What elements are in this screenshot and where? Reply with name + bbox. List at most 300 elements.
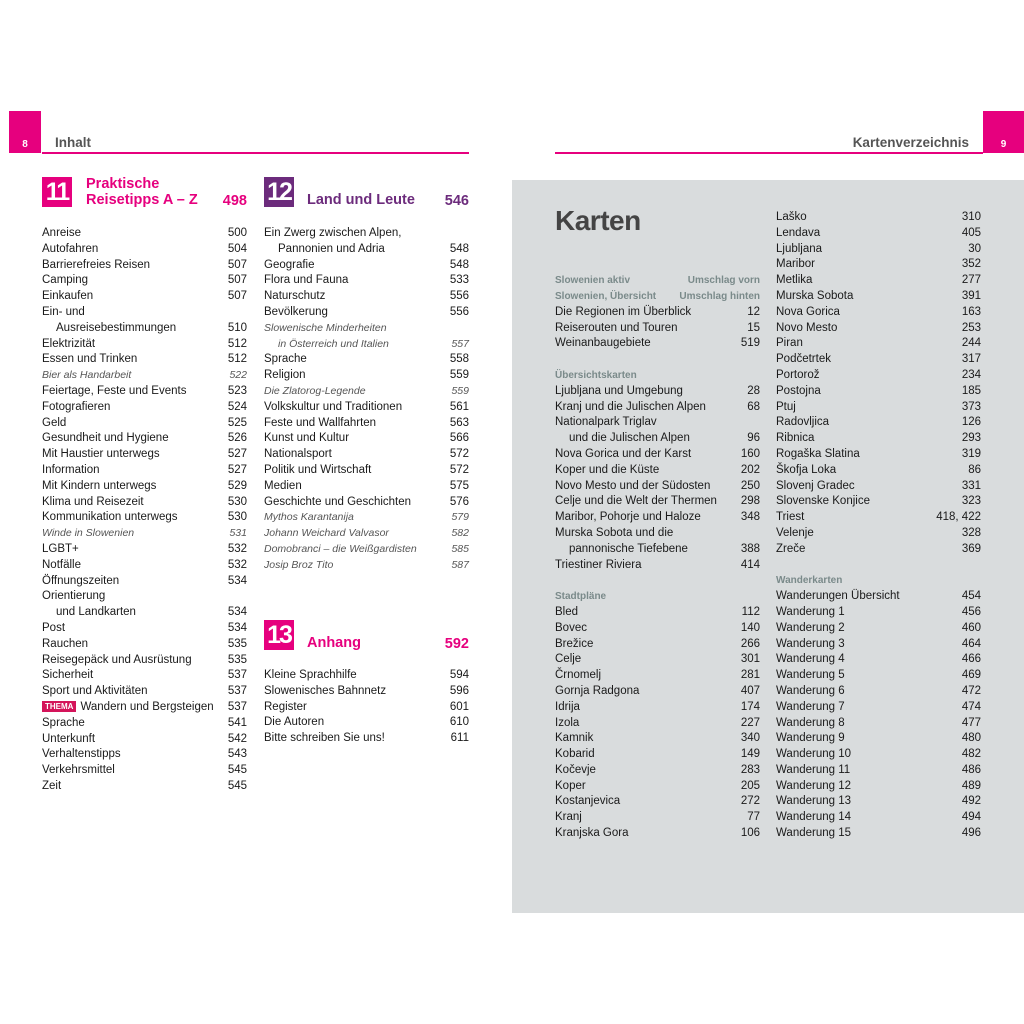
toc-entry [264,416,469,432]
entry-title: Geld [42,416,67,429]
toc-entry [42,289,247,305]
entry-page: 174 [740,700,760,713]
entry-title: Bitte schreiben Sie uns! [264,732,385,745]
toc-entry [264,558,469,574]
toc-entry [42,400,247,416]
entry-page: 587 [451,558,469,571]
section-heading [555,589,760,605]
entry-title: Klima und Reisezeit [42,495,144,508]
entry-page: 253 [961,321,981,334]
toc-entry [555,463,760,479]
entry-title: Ein Zwerg zwischen Alpen, [264,227,402,239]
toc-entry [776,226,981,242]
toc-entry [42,416,247,432]
entry-title: Kočevje [555,763,596,776]
entry-title: Radovljica [776,416,830,429]
entry-title: Ausreisebestimmungen [56,321,177,334]
toc-entry [776,305,981,321]
entry-title: Postojna [776,384,821,397]
entry-page: 566 [449,432,469,445]
entry-title: Ribnica [776,432,815,445]
toc-entry [555,494,760,510]
entry-page: 558 [449,353,469,366]
toc-entry [42,352,247,368]
entry-title: Izola [555,716,580,729]
spacer [555,573,760,589]
entry-title: pannonische Tiefebene [569,542,688,555]
entry-title: Feste und Wallfahrten [264,416,377,429]
entry-title: Triest [776,511,805,524]
chapter-number-13: 13 [264,620,294,650]
entry-page: 407 [740,684,760,697]
entry-page: 594 [449,669,469,681]
toc-entry [776,368,981,384]
toc-entry [555,479,760,495]
entry-page: 556 [449,305,469,318]
toc-entry [776,352,981,368]
entry-page: 160 [740,447,760,460]
entry-page: 460 [961,621,981,634]
toc-entry [555,431,760,447]
entry-title: Zeit [42,779,62,792]
entry-title: Die Zlatorog-Legende [264,384,366,397]
section-heading [776,573,981,589]
toc-entry [776,289,981,305]
toc-entry [776,637,981,653]
toc-entry [776,526,981,542]
entry-page: 486 [961,763,981,776]
header-rule-left [42,152,469,154]
entry-page: 527 [227,463,247,476]
toc-entry [776,415,981,431]
entry-title [42,700,214,716]
entry-page: 112 [741,605,760,618]
toc-entry [776,652,981,668]
entry-title: Geografie [264,258,315,271]
entry-title: Volkskultur und Traditionen [264,400,403,413]
entry-page: 373 [961,400,981,413]
toc-entry [42,337,247,353]
running-head-right: Kartenverzeichnis [852,135,969,150]
entry-title: Gesundheit und Hygiene [42,432,169,445]
entry-title: Die Autoren [264,716,325,729]
toc-entry [555,384,760,400]
entry-page: 523 [227,384,247,397]
entry-title: Nationalsport [264,448,332,461]
toc-entry [42,463,247,479]
entry-title: Ein- und [42,305,85,318]
entry-page: 530 [227,511,247,524]
entry-title: Koper [555,779,586,792]
toc-entry [555,605,760,621]
entry-page: 348 [740,511,760,524]
entry-title: Laško [776,211,807,223]
toc-entry [555,826,760,842]
toc-entry [555,763,760,779]
entry-page: 319 [961,447,981,460]
entry-page: 527 [227,448,247,461]
entry-title: Ljubljana [776,242,823,255]
entry-title: Slowenisches Bahnnetz [264,684,387,697]
toc-entry [264,526,469,542]
entry-title: Wanderung 12 [776,779,852,792]
thema-badge: THEMA [42,701,76,712]
entry-page: 301 [740,653,760,666]
entry-page: 530 [227,495,247,508]
entry-title: Religion [264,369,306,382]
toc-entry [555,400,760,416]
entry-page: 548 [449,258,469,271]
spacer [776,558,981,574]
toc-entry [42,479,247,495]
entry-title: Kleine Sprachhilfe [264,669,357,681]
entry-title: Mythos Karantanija [264,511,354,524]
entry-title-text: Wandern und Bergsteigen [80,700,214,713]
entry-title: Wanderung 9 [776,732,845,745]
entry-title: Wanderungen Übersicht [776,590,900,603]
entry-title: Stadtpläne [555,591,607,603]
entry-page: 388 [740,542,760,555]
entry-page: 557 [451,337,469,350]
toc-list-chapter-12 [264,226,469,574]
toc-entry [776,589,981,605]
entry-page: 293 [961,432,981,445]
entry-page: Umschlag vorn [687,275,760,287]
entry-page: 531 [229,527,247,540]
entry-page: 561 [449,400,469,413]
toc-entry [264,352,469,368]
entry-page: 556 [449,290,469,303]
entry-page: 328 [961,526,981,539]
entry-title: Wanderung 2 [776,621,845,634]
toc-entry [264,700,469,716]
toc-entry [42,321,247,337]
toc-entry [264,400,469,416]
entry-page: 542 [227,732,247,745]
entry-title: Wanderung 6 [776,684,845,697]
toc-entry [42,258,247,274]
entry-page: 507 [227,258,247,271]
toc-entry [42,589,247,605]
toc-entry [776,510,981,526]
toc-entry [42,495,247,511]
entry-title: Novo Mesto [776,321,838,334]
entry-page: 469 [961,669,981,682]
entry-page: 522 [229,369,247,382]
entry-page: 28 [747,384,760,397]
maps-list-column-2 [776,210,981,842]
entry-page: 418, 422 [936,511,981,524]
entry-page: 494 [961,811,981,824]
entry-page: 563 [449,416,469,429]
entry-page: 77 [747,811,760,824]
entry-title: Kobarid [555,748,595,761]
entry-title: Wanderung 5 [776,669,845,682]
entry-page: 610 [449,716,469,729]
toc-entry [42,716,247,732]
toc-entry [776,605,981,621]
toc-list-chapter-13 [264,668,469,747]
entry-title: Nationalpark Triglav [555,416,657,429]
spacer [555,242,760,258]
toc-entry [42,653,247,669]
toc-entry [264,242,469,258]
entry-page: 519 [740,337,760,350]
entry-page: 317 [961,353,981,366]
entry-title: Medien [264,479,302,492]
toc-entry [776,431,981,447]
toc-entry [776,321,981,337]
toc-entry [42,574,247,590]
entry-page: 576 [449,495,469,508]
toc-entry [264,384,469,400]
entry-page: 543 [227,748,247,761]
entry-page: 272 [740,795,760,808]
entry-page: 456 [961,605,981,618]
entry-title: Murska Sobota [776,289,854,302]
toc-entry [555,700,760,716]
toc-entry [555,305,760,321]
entry-title: Slovenske Konjice [776,495,870,508]
entry-page: 244 [961,337,981,350]
entry-title: Einkaufen [42,290,94,303]
entry-page: 532 [227,542,247,555]
entry-title: Reisegepäck und Ausrüstung [42,653,192,666]
entry-page: 524 [227,400,247,413]
toc-entry [42,226,247,242]
section-heading [555,289,760,305]
chapter-title-11-line1: Praktische [86,176,160,192]
entry-page: 126 [961,416,981,429]
entry-title: Kranj [555,811,582,824]
entry-page: 507 [227,274,247,287]
entry-page: 492 [961,795,981,808]
entry-page: 548 [449,242,469,255]
entry-title: Mit Haustier unterwegs [42,448,160,461]
entry-page: 510 [227,321,247,334]
entry-title: Slowenien, Übersicht [555,290,657,302]
entry-page: 559 [451,384,469,397]
entry-page: 534 [227,574,247,587]
entry-page: 477 [961,716,981,729]
entry-page: 227 [740,716,760,729]
toc-entry [776,716,981,732]
toc-entry [264,495,469,511]
toc-entry [776,826,981,842]
entry-page: 205 [740,779,760,792]
toc-entry [42,637,247,653]
toc-entry [776,257,981,273]
entry-title: Naturschutz [264,290,326,303]
entry-title: Die Regionen im Überblick [555,305,692,318]
entry-page: 596 [449,684,469,697]
toc-entry [555,684,760,700]
toc-entry [42,621,247,637]
entry-title: Brežice [555,637,594,650]
entry-title: Sicherheit [42,669,94,682]
toc-entry [42,242,247,258]
entry-title: Öffnungszeiten [42,574,120,587]
toc-entry [264,479,469,495]
toc-entry [776,747,981,763]
entry-page: 537 [227,669,247,682]
entry-title: Triestiner Riviera [555,558,642,571]
entry-page: Umschlag hinten [679,290,760,302]
entry-title: Kranj und die Julischen Alpen [555,400,706,413]
entry-page: 391 [961,289,981,302]
entry-page: 535 [227,653,247,666]
entry-page: 464 [961,637,981,650]
spacer [555,226,760,242]
toc-entry [776,400,981,416]
entry-title: Novo Mesto und der Südosten [555,479,711,492]
entry-title: Črnomelj [555,669,602,682]
toc-entry [555,668,760,684]
toc-entry [555,336,760,352]
toc-entry [264,542,469,558]
toc-entry [555,621,760,637]
entry-page: 185 [961,384,981,397]
toc-entry [555,652,760,668]
entry-title: Josip Broz Tito [264,558,334,571]
toc-list-chapter-11 [42,226,247,795]
page-number-tab-left [9,111,41,153]
toc-entry [555,542,760,558]
entry-page: 331 [961,479,981,492]
entry-title: Wanderung 10 [776,748,852,761]
entry-title: Wanderung 7 [776,700,845,713]
entry-page: 559 [449,369,469,382]
entry-page: 496 [961,827,981,840]
entry-title: Camping [42,274,89,287]
entry-title: Johann Weichard Valvasor [264,527,389,540]
toc-entry [555,526,760,542]
entry-page: 541 [227,716,247,729]
entry-title: Post [42,621,66,634]
toc-entry [776,384,981,400]
entry-page: 601 [449,700,469,713]
toc-entry [264,668,469,684]
entry-page: 529 [227,479,247,492]
toc-entry [776,447,981,463]
entry-title: Notfälle [42,558,81,571]
entry-page: 283 [740,763,760,776]
entry-page: 545 [227,779,247,792]
toc-entry [42,384,247,400]
entry-page: 504 [227,242,247,255]
entry-title: Feiertage, Feste und Events [42,384,187,397]
toc-entry [264,273,469,289]
toc-entry [264,337,469,353]
entry-page: 507 [227,290,247,303]
entry-page: 534 [227,606,247,619]
entry-page: 454 [961,590,981,603]
spacer [555,352,760,368]
entry-page: 30 [968,242,981,255]
entry-title: Celje und die Welt der Thermen [555,495,717,508]
entry-title: Sprache [264,353,307,366]
spacer [555,210,760,226]
entry-page: 15 [747,321,760,334]
entry-page: 472 [961,684,981,697]
entry-page: 525 [227,416,247,429]
entry-title: Barrierefreies Reisen [42,258,151,271]
entry-page: 323 [961,495,981,508]
chapter-title-13: Anhang [307,635,361,651]
entry-page: 526 [227,432,247,445]
running-head-left: Inhalt [55,135,91,150]
entry-title: Reiserouten und Touren [555,321,678,334]
entry-title: Politik und Wirtschaft [264,463,372,476]
entry-page: 512 [227,353,247,366]
toc-entry [264,731,469,747]
entry-title: Škofja Loka [776,463,837,476]
toc-entry [264,684,469,700]
toc-entry [42,368,247,384]
entry-page: 480 [961,732,981,745]
entry-page: 572 [449,448,469,461]
entry-title: Metlika [776,274,813,287]
entry-page: 140 [740,621,760,634]
entry-title: Winde in Slowenien [42,527,135,540]
entry-title: Essen und Trinken [42,353,138,366]
entry-page: 68 [747,400,760,413]
entry-title: Podčetrtek [776,353,831,366]
toc-entry [42,605,247,621]
entry-page: 96 [747,432,760,445]
entry-title: Velenje [776,526,814,539]
entry-title: Wanderung 15 [776,827,852,840]
entry-title: Celje [555,653,582,666]
entry-title: Slovenj Gradec [776,479,855,492]
toc-entry [42,668,247,684]
toc-entry [264,368,469,384]
header-rule-right [555,152,983,154]
entry-page: 582 [451,527,469,540]
entry-title: Register [264,700,307,713]
entry-page: 534 [227,621,247,634]
toc-entry [42,558,247,574]
entry-title: Autofahren [42,242,99,255]
entry-title: Bovec [555,621,587,634]
entry-title: Sprache [42,716,85,729]
entry-title: Elektrizität [42,337,96,350]
toc-entry [776,479,981,495]
entry-title: Bevölkerung [264,305,328,318]
toc-entry [42,431,247,447]
entry-title: LGBT+ [42,542,79,555]
entry-title: Murska Sobota und die [555,526,674,539]
toc-entry [264,305,469,321]
entry-title: Wanderung 4 [776,653,845,666]
toc-entry [555,415,760,431]
toc-entry [42,542,247,558]
entry-page: 533 [449,274,469,287]
maps-index-title: Karten [555,205,641,236]
entry-title: Slowenische Minderheiten [264,321,387,334]
toc-entry [264,321,469,337]
entry-page: 149 [740,748,760,761]
toc-entry [42,700,247,716]
entry-title: Fotografieren [42,400,111,413]
toc-entry [555,510,760,526]
entry-title: Nova Gorica [776,305,840,318]
toc-entry [42,732,247,748]
entry-page: 12 [747,305,760,318]
toc-entry [776,621,981,637]
entry-title: Anreise [42,227,81,239]
entry-title: Rauchen [42,637,89,650]
